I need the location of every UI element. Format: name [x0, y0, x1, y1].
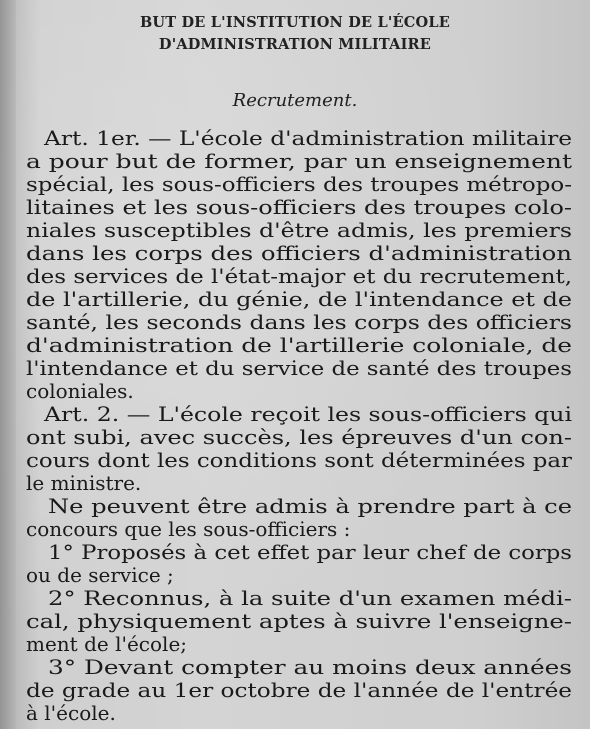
heading-line-2: D'ADMINISTRATION MILITAIRE: [158, 36, 432, 53]
body-line: a pour but de former, par un enseignement: [26, 149, 572, 173]
body-line: dans les corps des officiers d'administration: [26, 241, 572, 265]
body-line: niales susceptibles d'être admis, les premiers: [26, 218, 572, 242]
body-line: le ministre.: [26, 471, 142, 495]
body-line: 2° Reconnus, à la suite d'un examen médi-: [48, 586, 572, 610]
body-line: litaines et les sous-officiers des troupes colo-: [26, 195, 572, 219]
body-line: 3° Devant compter au moins deux années: [48, 655, 572, 679]
body-line: ont subi, avec succès, les épreuves d'un con-: [26, 425, 572, 449]
body-line: spécial, les sous-officiers des troupes métropo-: [26, 172, 572, 196]
body-line: cours dont les conditions sont déterminées par: [26, 448, 572, 472]
heading-line-1: BUT DE L'INSTITUTION DE L'ÉCOLE: [139, 14, 451, 31]
body-line: Art. 1er. — L'école d'administration militaire: [44, 126, 572, 150]
body-line: concours que les sous-officiers :: [26, 517, 351, 541]
body-line: cal, physiquement aptes à suivre l'enseigne-: [26, 609, 572, 633]
section-title: Recrutement.: [232, 90, 358, 111]
body-line: de l'artillerie, du génie, de l'intendance et de: [26, 287, 572, 311]
body-line: ment de l'école;: [26, 632, 188, 656]
body-line: Art. 2. — L'école reçoit les sous-officiers qui: [44, 402, 572, 426]
body-line: Ne peuvent être admis à prendre part à ce: [48, 494, 572, 518]
body-line: ou de service ;: [26, 563, 174, 587]
body-line: d'administration de l'artillerie coloniale, de: [26, 333, 572, 357]
body-line: de grade au 1er octobre de l'année de l'entrée: [26, 678, 572, 702]
body-line: santé, les seconds dans les corps des officiers: [26, 310, 572, 334]
body-line: 1° Proposés à cet effet par leur chef de corps: [48, 540, 572, 564]
body-line: l'intendance et du service de santé des troupes: [26, 356, 572, 380]
body-line: à l'école.: [26, 701, 116, 725]
body-line: coloniales.: [26, 379, 134, 403]
body-line: des services de l'état-major et du recrutement,: [26, 264, 572, 288]
